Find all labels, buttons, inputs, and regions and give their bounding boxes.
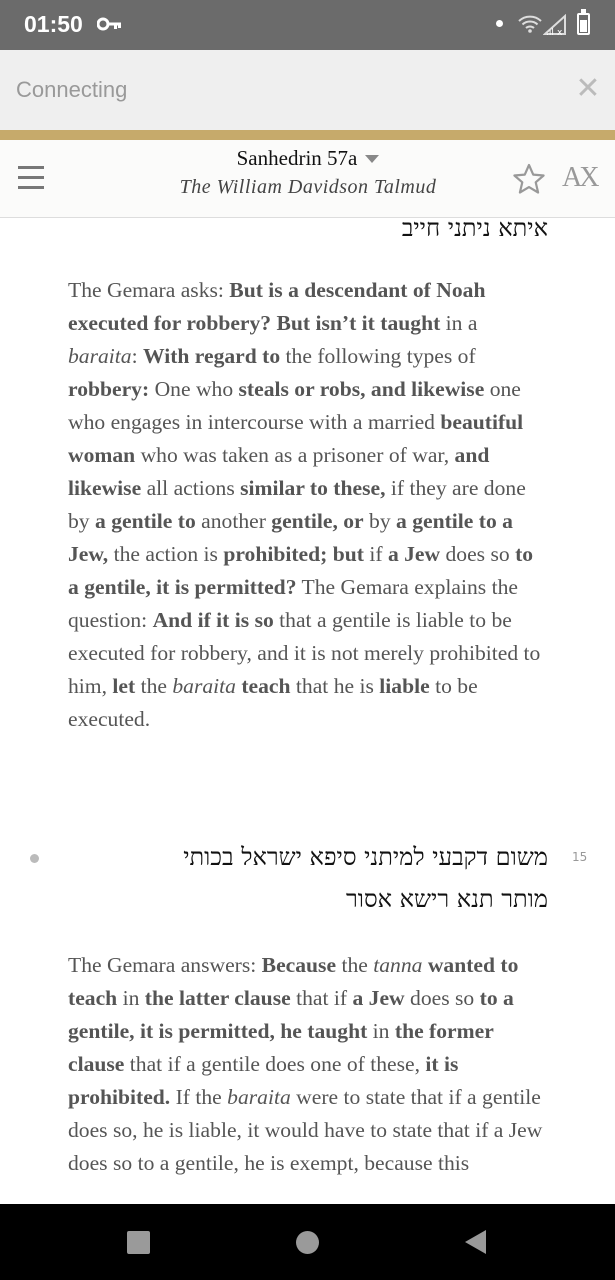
home-circle-icon[interactable] xyxy=(296,1231,319,1254)
text-run: beautiful woman xyxy=(68,410,524,467)
text-run: the xyxy=(135,674,173,698)
accent-divider xyxy=(0,130,615,140)
title-block[interactable] xyxy=(150,146,466,199)
text-run: to a gentile, it is permitted, he taught xyxy=(68,986,514,1043)
text-run: teach xyxy=(241,674,291,698)
text-run: who was taken as a prisoner of war, xyxy=(135,443,455,467)
hebrew-segment-15[interactable] xyxy=(60,836,548,920)
text-run: baraita xyxy=(227,1085,291,1109)
text-run: the action is xyxy=(108,542,224,566)
text-run: and likewise xyxy=(68,443,490,500)
text-run: to a gentile, it is permitted? xyxy=(68,542,534,599)
text-run: baraita xyxy=(172,674,236,698)
text-run: steals or robs, and likewise xyxy=(238,377,485,401)
recents-square-icon[interactable] xyxy=(127,1231,150,1254)
text-run: in a xyxy=(440,311,478,335)
svg-text:.ıl: .ıl xyxy=(546,28,554,36)
text-run: a gentile to a Jew, xyxy=(68,509,513,566)
text-run: to be executed. xyxy=(68,674,478,731)
text-run: does so xyxy=(404,986,480,1010)
reader-header xyxy=(0,140,615,218)
text-run: a Jew xyxy=(352,986,405,1010)
hebrew-line: משום דקבעי למיתני סיפא ישראל בכותי xyxy=(183,843,548,871)
text-run: baraita xyxy=(68,344,132,368)
text-run: that if xyxy=(290,986,353,1010)
text-run: wanted to teach xyxy=(68,953,519,1010)
text-run: in xyxy=(367,1019,395,1043)
language-toggle-icon[interactable]: AX xyxy=(562,162,597,193)
text-run: the xyxy=(336,953,374,977)
text-run: were to state that if a gentile does so, he is liable, it would have to state that if a Jew does so to a gentile, he is exempt, because this xyxy=(68,1085,543,1175)
text-run: : xyxy=(131,344,143,368)
status-bar xyxy=(0,0,615,50)
text-run: the following types of xyxy=(280,344,476,368)
text-run: does so xyxy=(440,542,516,566)
text-run: if they are done by xyxy=(68,476,526,533)
signal-icon xyxy=(543,14,569,36)
hebrew-segment-top: איתא ניתני חייב xyxy=(401,218,548,242)
connection-banner xyxy=(0,50,615,130)
segment-marker-dot xyxy=(30,854,39,863)
text-run: that he is xyxy=(290,674,380,698)
text-run: a gentile to xyxy=(95,509,196,533)
text-run: liable xyxy=(379,674,430,698)
status-time: 01:50 xyxy=(24,11,83,37)
hebrew-line: מותר תנא רישא אסור xyxy=(346,885,548,913)
caret-down-icon xyxy=(365,155,379,163)
text-run: But is a descendant of Noah executed for robbery? But isn’t it taught xyxy=(68,278,486,335)
text-run: the latter clause xyxy=(144,986,291,1010)
close-icon[interactable]: ✕ xyxy=(575,71,601,106)
text-run: And if it is so xyxy=(152,608,274,632)
text-run: Because xyxy=(261,953,337,977)
text-run: The Gemara explains the question: xyxy=(68,575,518,632)
text-run: prohibited; but xyxy=(223,542,364,566)
text-run: If the xyxy=(170,1085,228,1109)
text-run: With regard to xyxy=(143,344,281,368)
text-run: that if a gentile does one of these, xyxy=(124,1052,426,1076)
text-run: that a gentile is liable to be executed for robbery, and it is not merely prohibited to him, xyxy=(68,608,541,698)
hamburger-menu-icon[interactable] xyxy=(18,166,44,190)
title-text: Sanhedrin 57a xyxy=(236,146,358,170)
text-run: if xyxy=(363,542,388,566)
text-run: gentile, or xyxy=(271,509,364,533)
text-run: The Gemara asks: xyxy=(68,278,230,302)
text-content xyxy=(0,218,615,1204)
star-icon[interactable] xyxy=(511,162,547,196)
segment-number: 15 xyxy=(572,850,588,864)
text-run: it is prohibited. xyxy=(68,1052,459,1109)
text-run: another xyxy=(195,509,272,533)
text-run: one who engages in intercourse with a married xyxy=(68,377,521,434)
page-title[interactable] xyxy=(237,146,380,171)
text-run: The Gemara answers: xyxy=(68,953,262,977)
english-segment-14 xyxy=(68,274,548,736)
battery-icon xyxy=(577,13,590,35)
notification-dot-icon xyxy=(496,20,503,27)
text-run: the former clause xyxy=(68,1019,494,1076)
text-run: by xyxy=(363,509,397,533)
text-run: similar to these, xyxy=(240,476,386,500)
page-subtitle: The William Davidson Talmud xyxy=(179,176,437,198)
connection-status-text: Connecting xyxy=(16,77,128,102)
wifi-icon xyxy=(518,14,542,34)
text-run: a Jew xyxy=(387,542,441,566)
text-run: let xyxy=(112,674,136,698)
english-segment-15 xyxy=(68,949,548,1180)
text-run: robbery: xyxy=(68,377,150,401)
svg-text:x: x xyxy=(557,28,563,36)
key-icon xyxy=(97,15,123,33)
text-run: in xyxy=(117,986,145,1010)
back-triangle-icon[interactable] xyxy=(465,1230,486,1254)
text-run: One who xyxy=(149,377,239,401)
text-run: tanna xyxy=(373,953,423,977)
text-run: all actions xyxy=(141,476,241,500)
system-nav-bar xyxy=(0,1204,615,1280)
